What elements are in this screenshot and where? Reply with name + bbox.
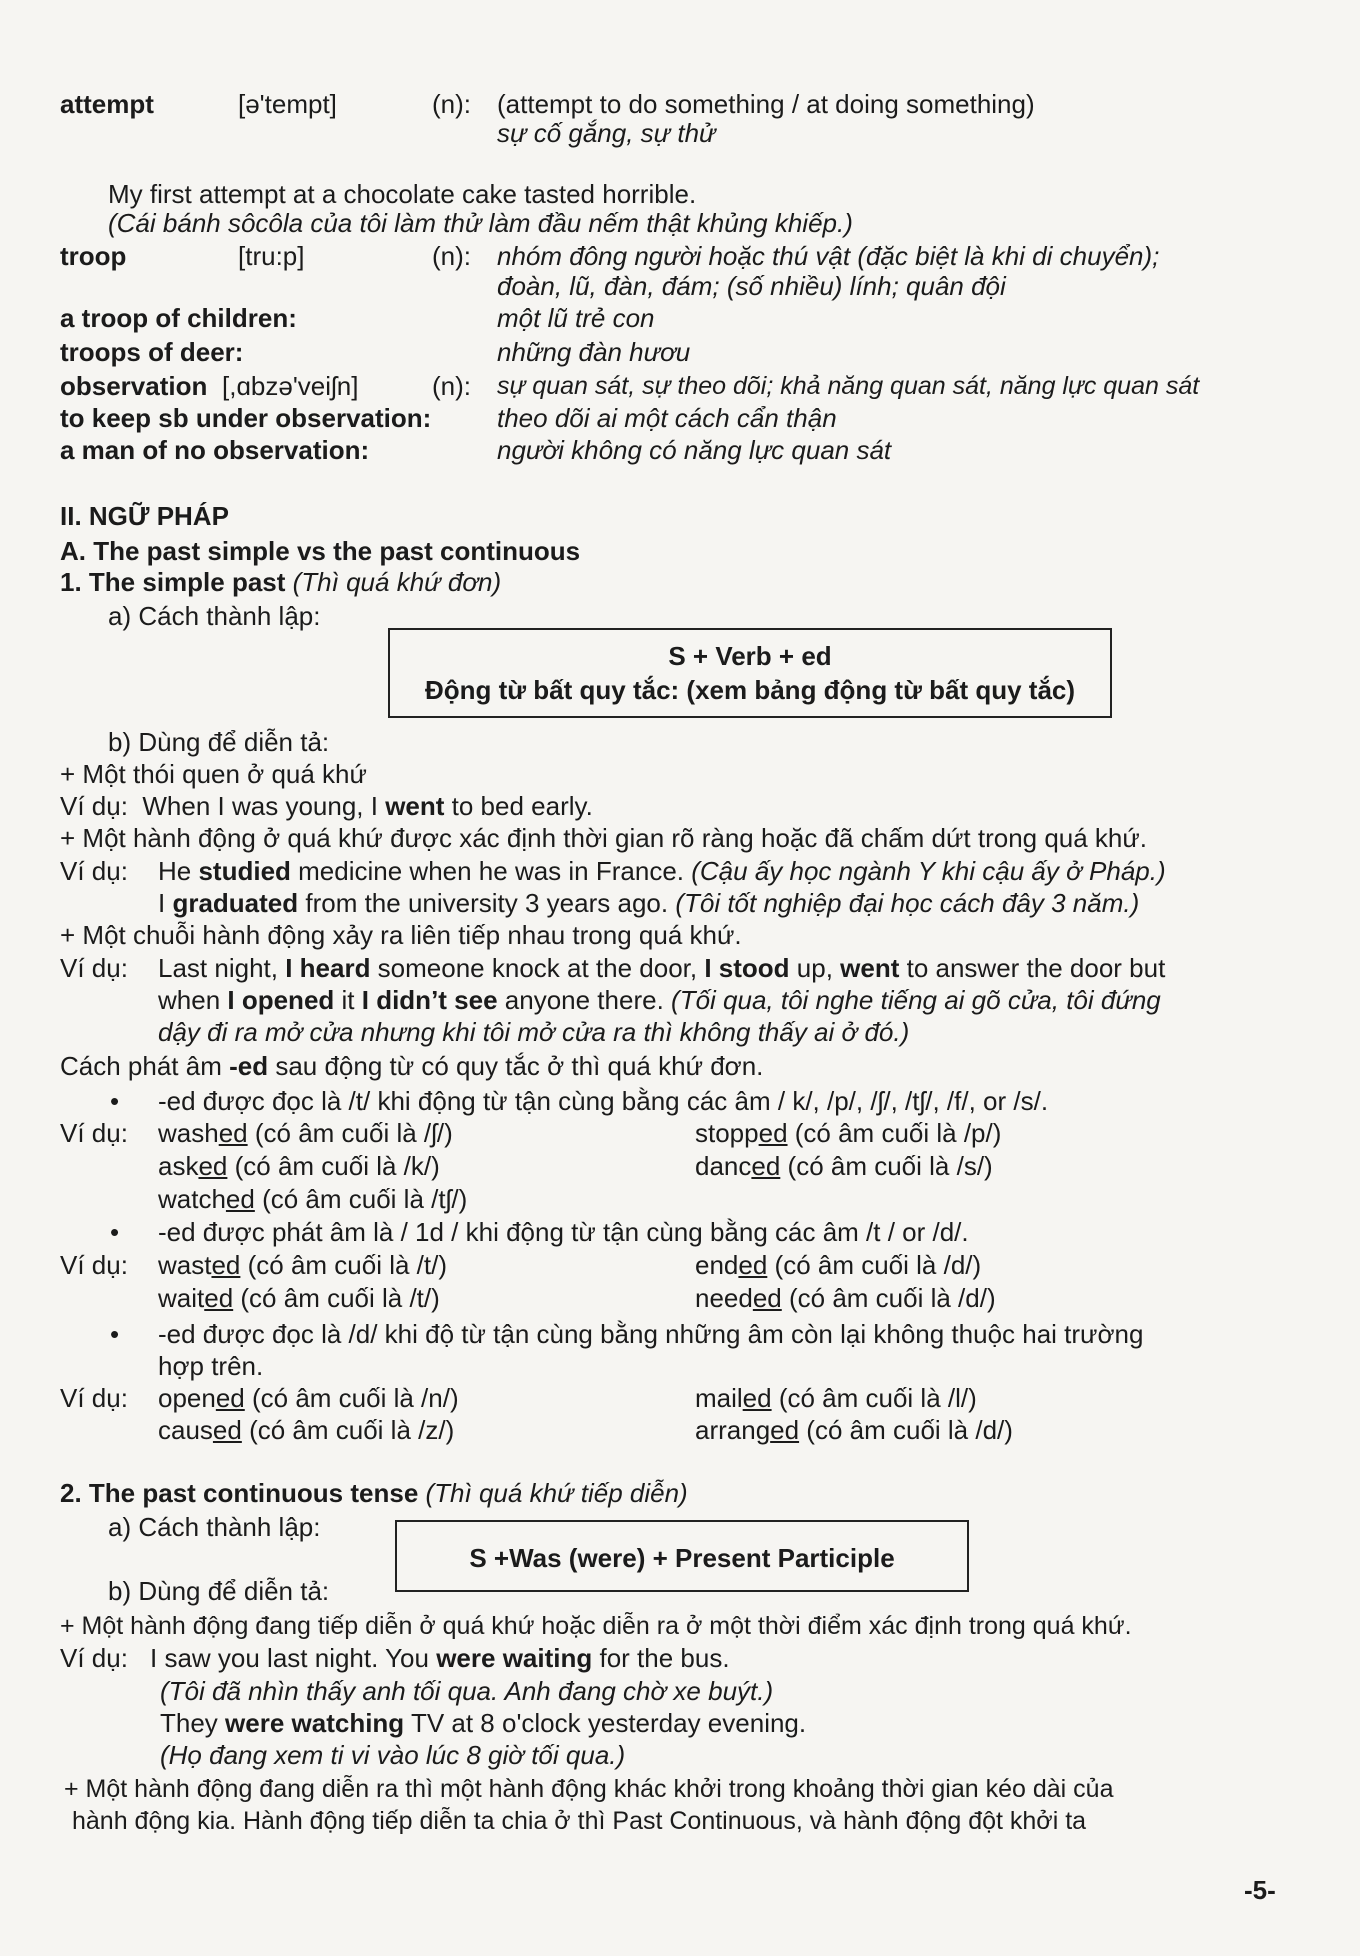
- example-caused: caused (có âm cuối là /z/): [158, 1415, 455, 1445]
- usage-sequence: + Một chuỗi hành động xảy ra liên tiếp nhau trong quá khứ.: [60, 920, 742, 950]
- example-opened: opened (có âm cuối là /n/): [158, 1383, 459, 1413]
- vocab-meaning-attempt: sự cố gắng, sự thử: [497, 118, 716, 148]
- bullet-icon: •: [110, 1086, 120, 1116]
- vocab-phrase-keep-observation: to keep sb under observation:: [60, 403, 432, 433]
- example-mailed: mailed (có âm cuối là /l/): [695, 1383, 977, 1413]
- vocab-ipa-attempt: [ə'tempt]: [238, 89, 337, 119]
- example-watched: watched (có âm cuối là /tʃ/): [158, 1184, 468, 1214]
- vocab-meaning-keep-observation: theo dõi ai một cách cẩn thận: [497, 403, 837, 433]
- vocab-meaning-troop-2: đoàn, lũ, đàn, đám; (số nhiều) lính; quân đội: [497, 271, 1006, 301]
- vocab-usage-attempt: (attempt to do something / at doing something): [497, 89, 1035, 119]
- rule-t-sound: -ed được đọc là /t/ khi động từ tận cùng bằng các âm / k/, /p/, /ʃ/, /tʃ/, /f/, or /s/.: [158, 1086, 1049, 1116]
- rule3-example-label: Ví dụ:: [60, 1383, 128, 1413]
- vocab-meaning-troop-1: nhóm đông người hoặc thú vật (đặc biệt là khi di chuyển);: [497, 241, 1160, 271]
- usage-habit: + Một thói quen ở quá khứ: [60, 759, 367, 789]
- formula-box-past-continuous: [395, 1520, 969, 1592]
- vocab-meaning-man-observation: người không có năng lực quan sát: [497, 435, 892, 465]
- section-heading-grammar: II. NGỮ PHÁP: [60, 501, 229, 531]
- simple-past-formation-label: a) Cách thành lập:: [108, 601, 321, 631]
- vocab-pos-troop: (n):: [432, 241, 471, 271]
- vocab-ipa-troop: [tru:p]: [238, 241, 305, 271]
- past-continuous-usage-label: b) Dùng để diễn tả:: [108, 1576, 330, 1606]
- example-sequence-2: when I opened it I didn’t see anyone there. (Tối qua, tôi nghe tiếng ai gõ cửa, tôi đứng: [158, 985, 1161, 1015]
- vocab-example-attempt: My first attempt at a chocolate cake tasted horrible.: [108, 179, 697, 209]
- vocab-word-troop: troop: [60, 241, 127, 271]
- vocab-meaning-troop-children: một lũ trẻ con: [497, 303, 655, 333]
- example-sequence-3: dậy đi ra mở cửa nhưng khi tôi mở cửa ra thì không thấy ai ở đó.): [158, 1017, 910, 1047]
- bullet-icon: •: [110, 1319, 120, 1349]
- example-label-3: Ví dụ:: [60, 953, 128, 983]
- vocab-phrase-troops-deer: troops of deer:: [60, 337, 244, 367]
- formula-regular: S + Verb + ed: [668, 641, 832, 671]
- example-label-2: Ví dụ:: [60, 856, 128, 886]
- vocab-ipa-observation: [,ɑbzə'veiʃn]: [222, 371, 359, 401]
- pc-example-2: They were watching TV at 8 o'clock yesterday evening.: [160, 1708, 807, 1738]
- example-needed: needed (có âm cuối là /d/): [695, 1283, 996, 1313]
- example-ended: ended (có âm cuối là /d/): [695, 1250, 982, 1280]
- simple-past-usage-label: b) Dùng để diễn tả:: [108, 727, 330, 757]
- example-defined-time-1: He studied medicine when he was in France. (Cậu ấy học ngành Y khi cậu ấy ở Pháp.): [158, 856, 1166, 886]
- example-wasted: wasted (có âm cuối là /t/): [158, 1250, 448, 1280]
- pc-usage-ongoing: + Một hành động đang tiếp diễn ở quá khứ hoặc diễn ra ở một thời điểm xác định trong quá khứ.: [60, 1612, 1132, 1640]
- vocab-word-observation: observation: [60, 371, 208, 401]
- pc-example-1-translation: (Tôi đã nhìn thấy anh tối qua. Anh đang chờ xe buýt.): [160, 1676, 774, 1706]
- rule-id-sound: -ed được phát âm là / 1d / khi động từ tận cùng bằng các âm /t / or /d/.: [158, 1217, 969, 1247]
- example-stopped: stopped (có âm cuối là /p/): [695, 1118, 1002, 1148]
- simple-past-title: 1. The simple past (Thì quá khứ đơn): [60, 567, 502, 597]
- formula-box-simple-past: [388, 628, 1112, 718]
- pc-example-label: Ví dụ:: [60, 1643, 128, 1673]
- example-sequence-1: Last night, I heard someone knock at the door, I stood up, went to answer the door but: [158, 953, 1166, 983]
- pc-usage-interrupted-1: + Một hành động đang diễn ra thì một hành động khác khởi trong khoảng thời gian kéo dài của: [64, 1775, 1114, 1803]
- vocab-translation-attempt: (Cái bánh sôcôla của tôi làm thử làm đầu nếm thật khủng khiếp.): [108, 208, 853, 238]
- rule-d-sound-1: -ed được đọc là /d/ khi độ từ tận cùng bằng những âm còn lại không thuộc hai trường: [158, 1319, 1144, 1349]
- rule-d-sound-2: hợp trên.: [158, 1351, 264, 1381]
- vocab-phrase-troop-children: a troop of children:: [60, 303, 297, 333]
- example-defined-time-2: I graduated from the university 3 years ago. (Tôi tốt nghiệp đại học cách đây 3 năm.): [158, 888, 1140, 918]
- vocab-meaning-troops-deer: những đàn hươu: [497, 337, 691, 367]
- example-danced: danced (có âm cuối là /s/): [695, 1151, 993, 1181]
- page-number: -5-: [1244, 1875, 1276, 1905]
- past-continuous-title: 2. The past continuous tense (Thì quá khứ tiếp diễn): [60, 1478, 688, 1508]
- example-asked: asked (có âm cuối là /k/): [158, 1151, 440, 1181]
- vocab-pos-observation: (n):: [432, 371, 471, 401]
- vocab-meaning-observation: sự quan sát, sự theo dõi; khả năng quan sát, năng lực quan sát: [497, 372, 1200, 400]
- example-habit: Ví dụ: When I was young, I went to bed early.: [60, 791, 593, 821]
- bullet-icon: •: [110, 1217, 120, 1247]
- past-continuous-formation-label: a) Cách thành lập:: [108, 1512, 321, 1542]
- usage-defined-time: + Một hành động ở quá khứ được xác định thời gian rõ ràng hoặc đã chấm dứt trong quá khứ.: [60, 823, 1148, 853]
- pronunciation-intro: Cách phát âm -ed sau động từ có quy tắc ở thì quá khứ đơn.: [60, 1051, 764, 1081]
- section-a-title: A. The past simple vs the past continuous: [60, 536, 581, 566]
- rule2-example-label: Ví dụ:: [60, 1250, 128, 1280]
- pc-example-1: I saw you last night. You were waiting for the bus.: [150, 1643, 730, 1673]
- pc-example-2-translation: (Họ đang xem ti vi vào lúc 8 giờ tối qua.): [160, 1740, 626, 1770]
- example-arranged: arranged (có âm cuối là /d/): [695, 1415, 1013, 1445]
- example-washed: washed (có âm cuối là /ʃ/): [158, 1118, 453, 1148]
- vocab-phrase-man-observation: a man of no observation:: [60, 435, 370, 465]
- vocab-pos-attempt: (n):: [432, 89, 471, 119]
- formula-irregular: Động từ bất quy tắc: (xem bảng động từ bất quy tắc): [424, 675, 1076, 705]
- example-waited: waited (có âm cuối là /t/): [158, 1283, 440, 1313]
- pc-usage-interrupted-2: hành động kia. Hành động tiếp diễn ta chia ở thì Past Continuous, và hành động đột khởi ta: [72, 1807, 1087, 1835]
- vocab-word-attempt: attempt: [60, 89, 154, 119]
- rule1-example-label: Ví dụ:: [60, 1118, 128, 1148]
- formula-past-continuous: S +Was (were) + Present Participle: [469, 1543, 895, 1573]
